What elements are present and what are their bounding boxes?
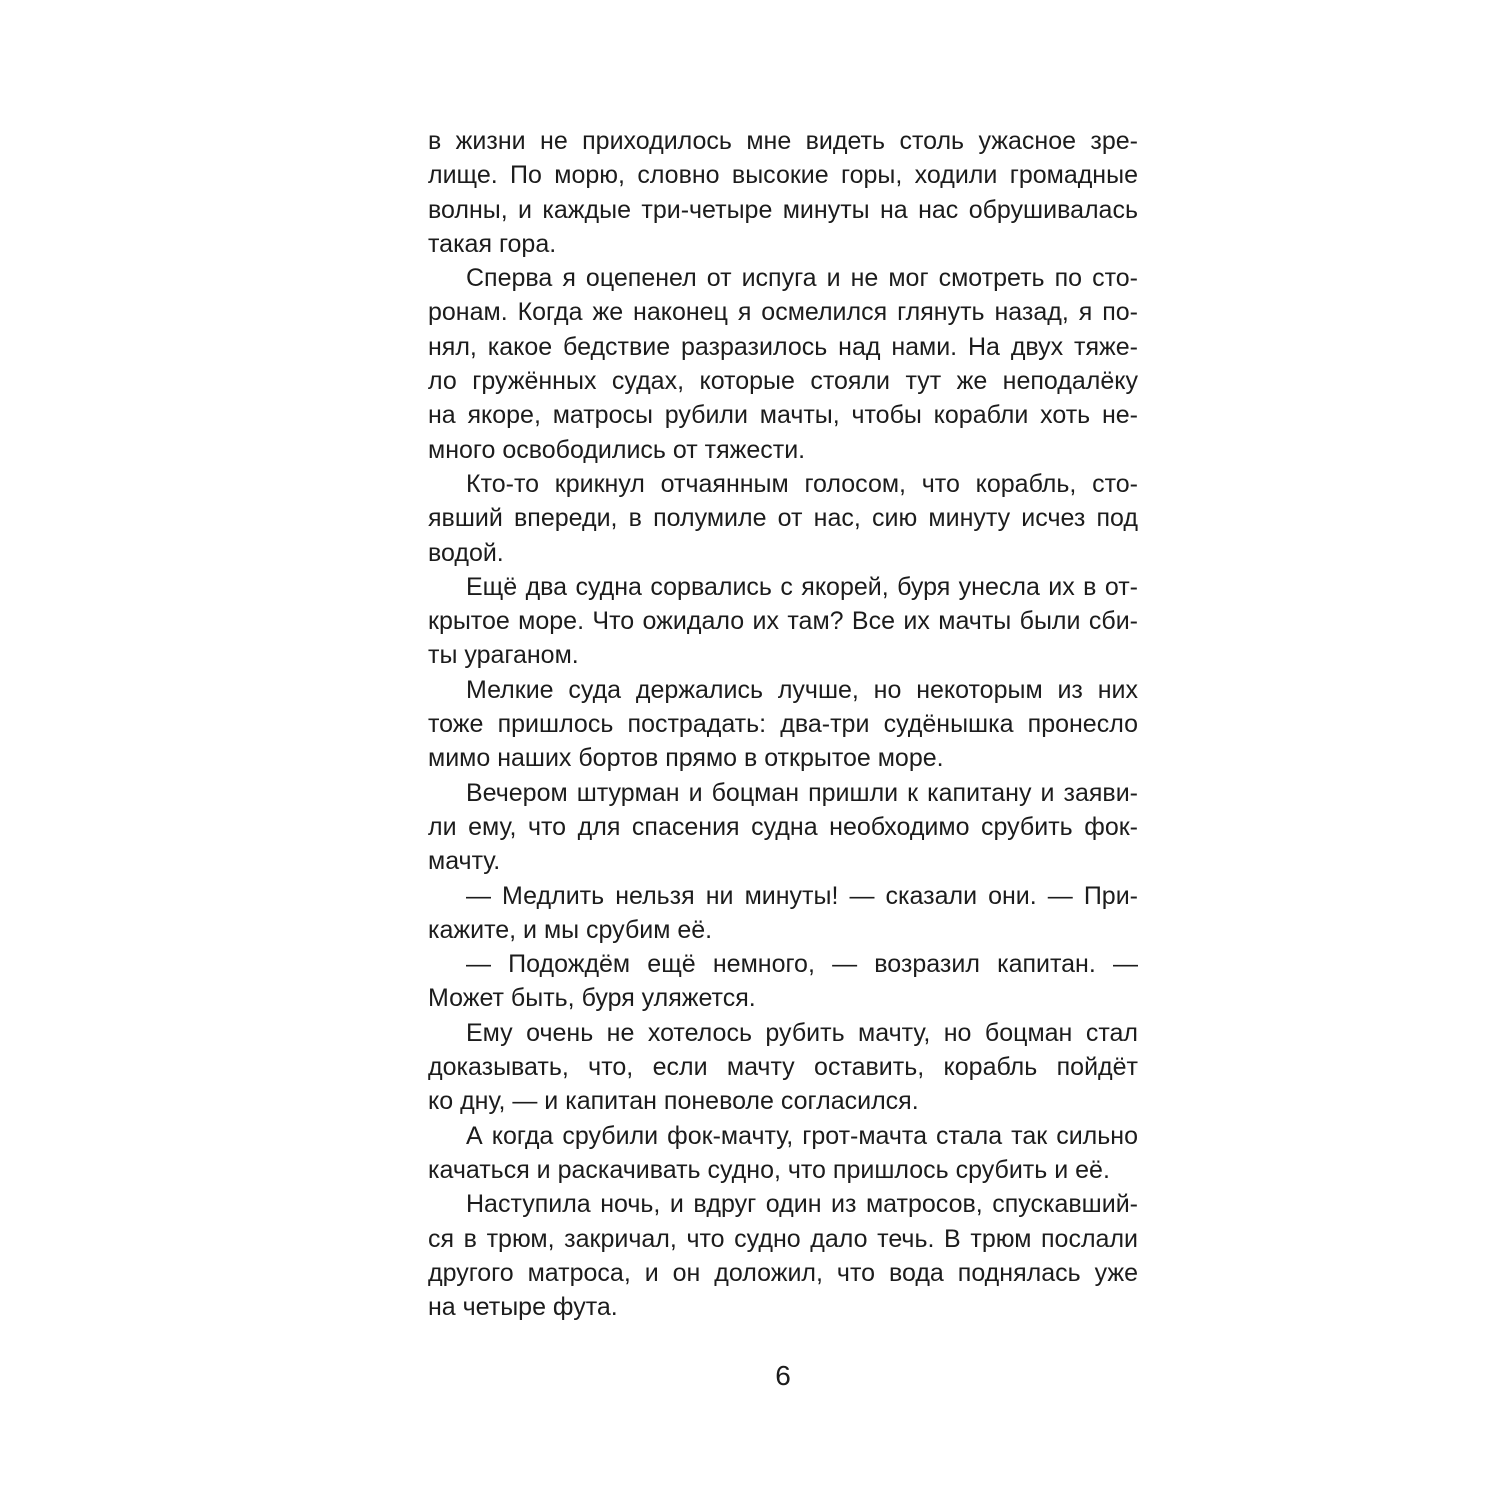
text-line: мимо наших бортов прямо в открытое море.	[428, 744, 944, 773]
paragraph	[428, 947, 1138, 1016]
text-line: крытое море. Что ожидало их там? Все их мачты были сби-	[428, 607, 1138, 636]
text-line: мачту.	[428, 847, 501, 876]
text-line: явший впереди, в полумиле от нас, сию минуту исчез под	[428, 504, 1138, 533]
text-line: Кто-то крикнул отчаянным голосом, что корабль, сто-	[466, 469, 1138, 498]
paragraph	[428, 467, 1138, 570]
text-line: ло гружённых судах, которые стояли тут же неподалёку	[428, 367, 1138, 396]
text-line: качаться и раскачивать судно, что пришлось срубить и её.	[428, 1155, 1110, 1184]
text-line: кажите, и мы срубим её.	[428, 915, 713, 944]
text-line: на якоре, матросы рубили мачты, чтобы корабли хоть не-	[428, 401, 1138, 430]
text-line: нял, какое бедствие разразилось над нами. На двух тяже-	[428, 332, 1138, 361]
paragraph	[428, 124, 1138, 261]
text-line: волны, и каждые три-четыре минуты на нас обрушивалась	[428, 195, 1138, 224]
text-line: Мелкие суда держались лучше, но некоторым из них	[466, 675, 1138, 704]
text-line: Сперва я оцепенел от испуга и не мог смотреть по сто-	[466, 264, 1138, 293]
text-line: — Подождём ещё немного, — возразил капитан. —	[466, 950, 1138, 979]
text-line: ли ему, что для спасения судна необходимо срубить фок-	[428, 812, 1138, 841]
text-line: ронам. Когда же наконец я осмелился глянуть назад, я по-	[428, 298, 1138, 327]
text-line: доказывать, что, если мачту оставить, корабль пойдёт	[428, 1053, 1138, 1082]
page-number: 6	[775, 1360, 791, 1391]
text-line: лище. По морю, словно высокие горы, ходили громадные	[428, 161, 1138, 190]
paragraph	[428, 776, 1138, 879]
paragraph	[428, 1187, 1138, 1324]
text-line: — Медлить нельзя ни минуты! — сказали они. — При-	[466, 881, 1138, 910]
text-line: ся в трюм, закричал, что судно дало течь. В трюм послали	[428, 1224, 1138, 1253]
text-line: в жизни не приходилось мне видеть столь ужасное зре-	[428, 127, 1138, 155]
text-line: такая гора.	[428, 229, 557, 258]
paragraph	[428, 1119, 1138, 1188]
text-line: тоже пришлось пострадать: два-три судёнышка пронесло	[428, 710, 1138, 739]
paragraph	[428, 879, 1138, 948]
text-block	[428, 124, 1138, 1324]
text-line: много освободились от тяжести.	[428, 435, 806, 464]
paragraph	[428, 1016, 1138, 1119]
text-line: ко дну, — и капитан поневоле согласился.	[428, 1087, 919, 1116]
text-line: ты ураганом.	[428, 641, 579, 670]
text-line: Наступила ночь, и вдруг один из матросов, спускавший-	[466, 1190, 1138, 1219]
paragraph	[428, 261, 1138, 467]
text-line: Ещё два судна сорвались с якорей, буря унесла их в от-	[466, 572, 1138, 601]
text-line: А когда срубили фок-мачту, грот-мачта стала так сильно	[466, 1121, 1138, 1150]
text-line: Вечером штурман и боцман пришли к капитану и заяви-	[466, 778, 1138, 807]
text-line: другого матроса, и он доложил, что вода поднялась уже	[428, 1258, 1138, 1287]
text-line: Ему очень не хотелось рубить мачту, но боцман стал	[466, 1018, 1138, 1047]
text-line: на четыре фута.	[428, 1293, 618, 1322]
text-line: Может быть, буря уляжется.	[428, 984, 756, 1013]
paragraph	[428, 673, 1138, 776]
text-line: водой.	[428, 538, 504, 567]
paragraph	[428, 570, 1138, 673]
